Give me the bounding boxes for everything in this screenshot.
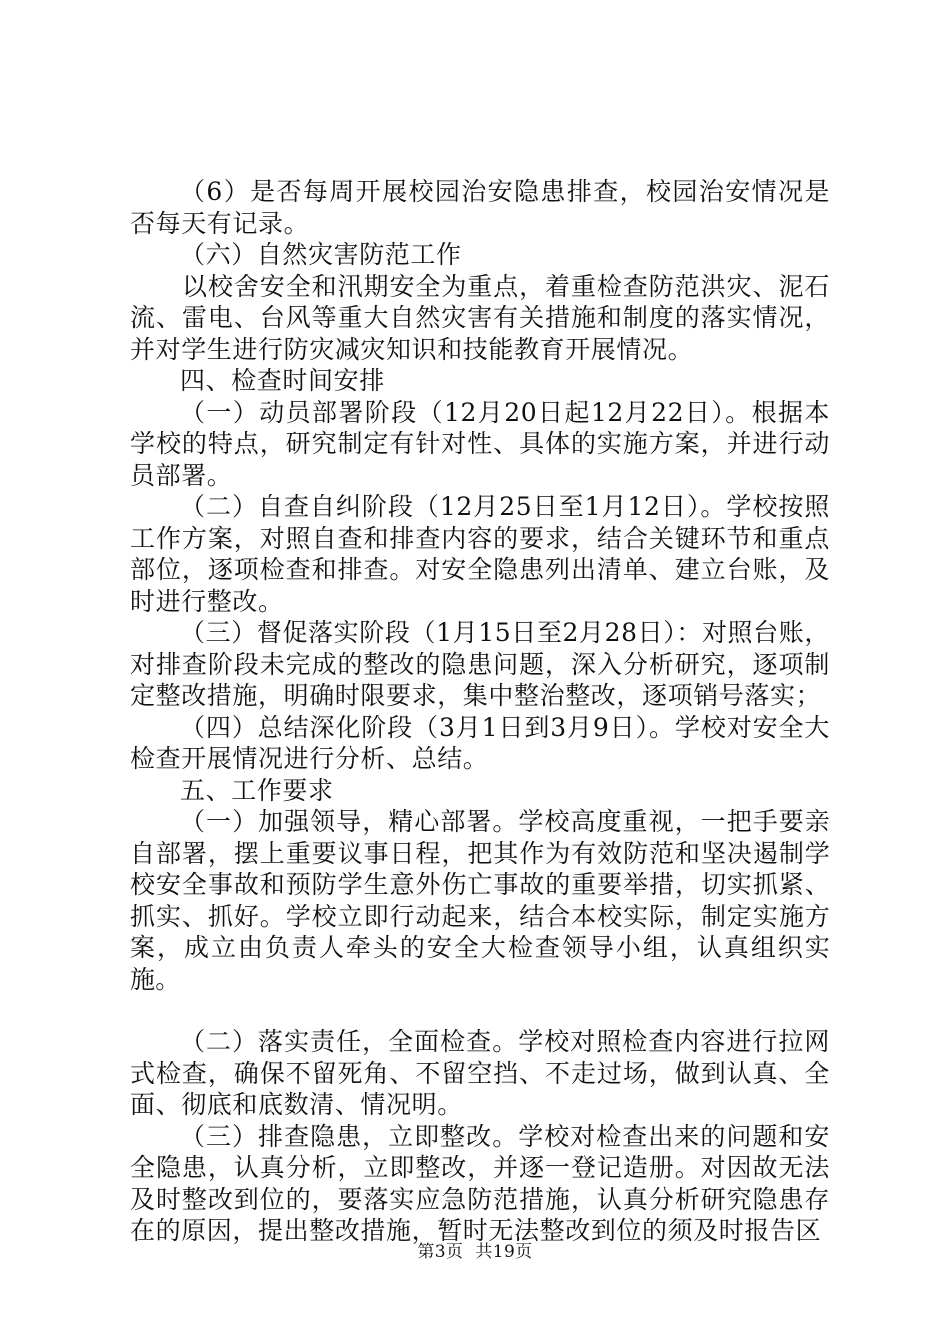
paragraph-stage-2: （二）自查自纠阶段（12月25日至1月12日）。学校按照工作方案，对照自查和排查内容的要求，结合关键环节和重点部位，逐项检查和排查。对安全隐患列出清单、建立台账，及时进行整改。 — [130, 492, 830, 616]
page-footer — [0, 1237, 950, 1262]
paragraph-gap — [130, 995, 830, 1026]
paragraph-natural-disaster: 以校舍安全和汛期安全为重点，着重检查防范洪灾、泥石流、雷电、台风等重大自然灾害有关措施和制度的落实情况，并对学生进行防灾减灾知识和技能教育开展情况。 — [130, 271, 830, 364]
page-total: 共19页 — [475, 1242, 533, 1262]
paragraph-stage-1: （一）动员部署阶段（12月20日起12月22日）。根据本学校的特点，研究制定有针对性、具体的实施方案，并进行动员部署。 — [130, 397, 830, 490]
paragraph-requirement-1: （一）加强领导，精心部署。学校高度重视，一把手要亲自部署，摆上重要议事日程，把其作为有效防范和坚决遏制学校安全事故和预防学生意外伤亡事故的重要举措，切实抓紧、抓实、抓好。学校立即行动起来，结合本校实际，制定实施方案，成立由负责人牵头的安全大检查领导小组，认真组织实施。 — [130, 807, 830, 994]
document-body — [130, 176, 830, 1247]
section-heading-natural-disaster: （六）自然灾害防范工作 — [180, 240, 462, 269]
paragraph-stage-4: （四）总结深化阶段（3月1日到3月9日）。学校对安全大检查开展情况进行分析、总结。 — [130, 712, 830, 773]
paragraph-requirement-2: （二）落实责任，全面检查。学校对照检查内容进行拉网式检查，确保不留死角、不留空挡、不走过场，做到认真、全面、彻底和底数清、情况明。 — [130, 1027, 830, 1119]
section-heading-schedule: 四、检查时间安排 — [180, 366, 385, 395]
paragraph-stage-3: （三）督促落实阶段（1月15日至2月28日）：对照台账，对排查阶段未完成的整改的隐患问题，深入分析研究，逐项制定整改措施，明确时限要求，集中整治整改，逐项销号落实； — [130, 618, 830, 710]
section-heading-requirements: 五、工作要求 — [180, 775, 334, 805]
paragraph-item-6: （6）是否每周开展校园治安隐患排查，校园治安情况是否每天有记录。 — [130, 177, 830, 238]
page-number: 第3页 — [417, 1242, 464, 1262]
paragraph-requirement-3: （三）排查隐患，立即整改。学校对检查出来的问题和安全隐患，认真分析，立即整改，并逐一登记造册。对因故无法及时整改到位的，要落实应急防范措施，认真分析研究隐患存在的原因，提出整改措施，暂时无法整改到位的须及时报告区 — [130, 1121, 830, 1245]
